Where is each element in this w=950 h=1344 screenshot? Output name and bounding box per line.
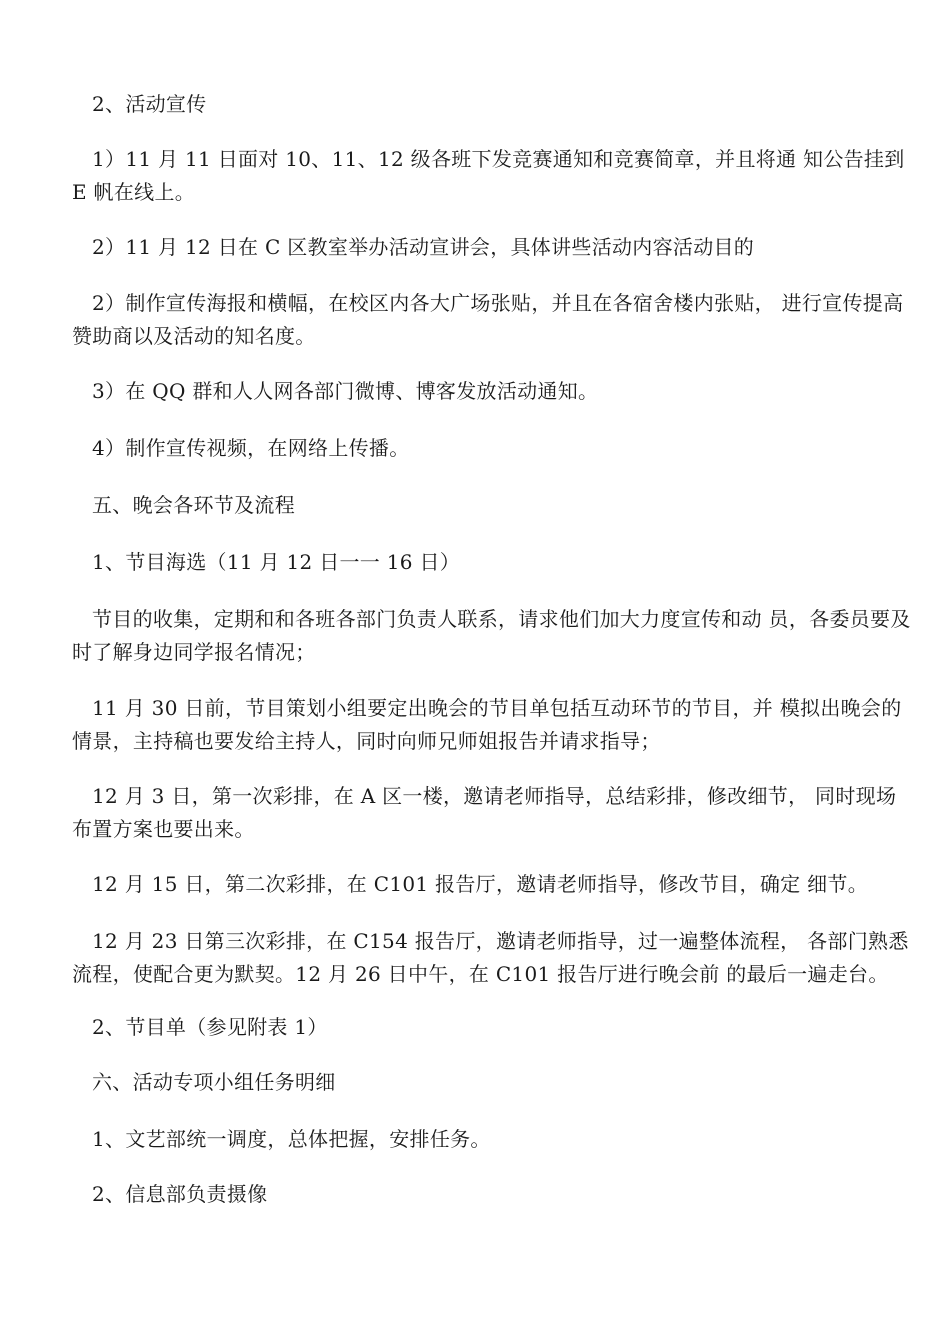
paragraph-promotion-item-4: 4）制作宣传视频，在网络上传播。: [92, 436, 410, 460]
paragraph-dec-15-rehearsal: 12 月 15 日，第二次彩排，在 C101 报告厅，邀请老师指导，修改节目，确定 细节。: [92, 872, 869, 896]
paragraph-dec-23-rehearsal: 12 月 23 日第三次彩排，在 C154 报告厅，邀请老师指导，过一遍整体流程， 各部门熟悉流程，使配合更为默契。12 月 26 日中午，在 C101 报告厅进行晚会前 的最后一遍走台。: [72, 929, 909, 986]
paragraph-nov-30-plan: 11 月 30 日前，节目策划小组要定出晚会的节目单包括互动环节的节目，并 模拟出晚会的情景，主持稿也要发给主持人，同时向师兄师姐报告并请求指导；: [72, 696, 902, 753]
paragraph-dec-3-rehearsal: 12 月 3 日，第一次彩排，在 A 区一楼，邀请老师指导，总结彩排，修改细节， 同时现场布置方案也要出来。: [72, 784, 897, 841]
paragraph-section-six-heading: 六、活动专项小组任务明细: [92, 1070, 336, 1094]
paragraph-program-audition: 1、节目海选（11 月 12 日一一 16 日）: [92, 550, 461, 574]
paragraph-program-list: 2、节目单（参见附表 1）: [92, 1015, 328, 1039]
paragraph-task-info-dept: 2、信息部负责摄像: [92, 1182, 268, 1206]
paragraph-activity-promotion-heading: 2、活动宣传: [92, 92, 207, 116]
paragraph-task-literary-dept: 1、文艺部统一调度，总体把握，安排任务。: [92, 1127, 491, 1151]
paragraph-program-collection: 节目的收集，定期和和各班各部门负责人联系，请求他们加大力度宣传和动 员，各委员要及时了解身边同学报名情况；: [72, 607, 911, 664]
paragraph-promotion-item-2a: 2）11 月 12 日在 C 区教室举办活动宣讲会，具体讲些活动内容活动目的: [92, 235, 755, 259]
paragraph-promotion-item-1: 1）11 月 11 日面对 10、11、12 级各班下发竞赛通知和竞赛简章，并且将通 知公告挂到E 帆在线上。: [72, 147, 905, 204]
paragraph-promotion-item-3: 3）在 QQ 群和人人网各部门微博、博客发放活动通知。: [92, 379, 599, 403]
paragraph-promotion-item-2b: 2）制作宣传海报和横幅，在校区内各大广场张贴，并且在各宿舍楼内张贴， 进行宣传提高赞助商以及活动的知名度。: [72, 291, 904, 348]
paragraph-section-five-heading: 五、晚会各环节及流程: [92, 493, 295, 517]
